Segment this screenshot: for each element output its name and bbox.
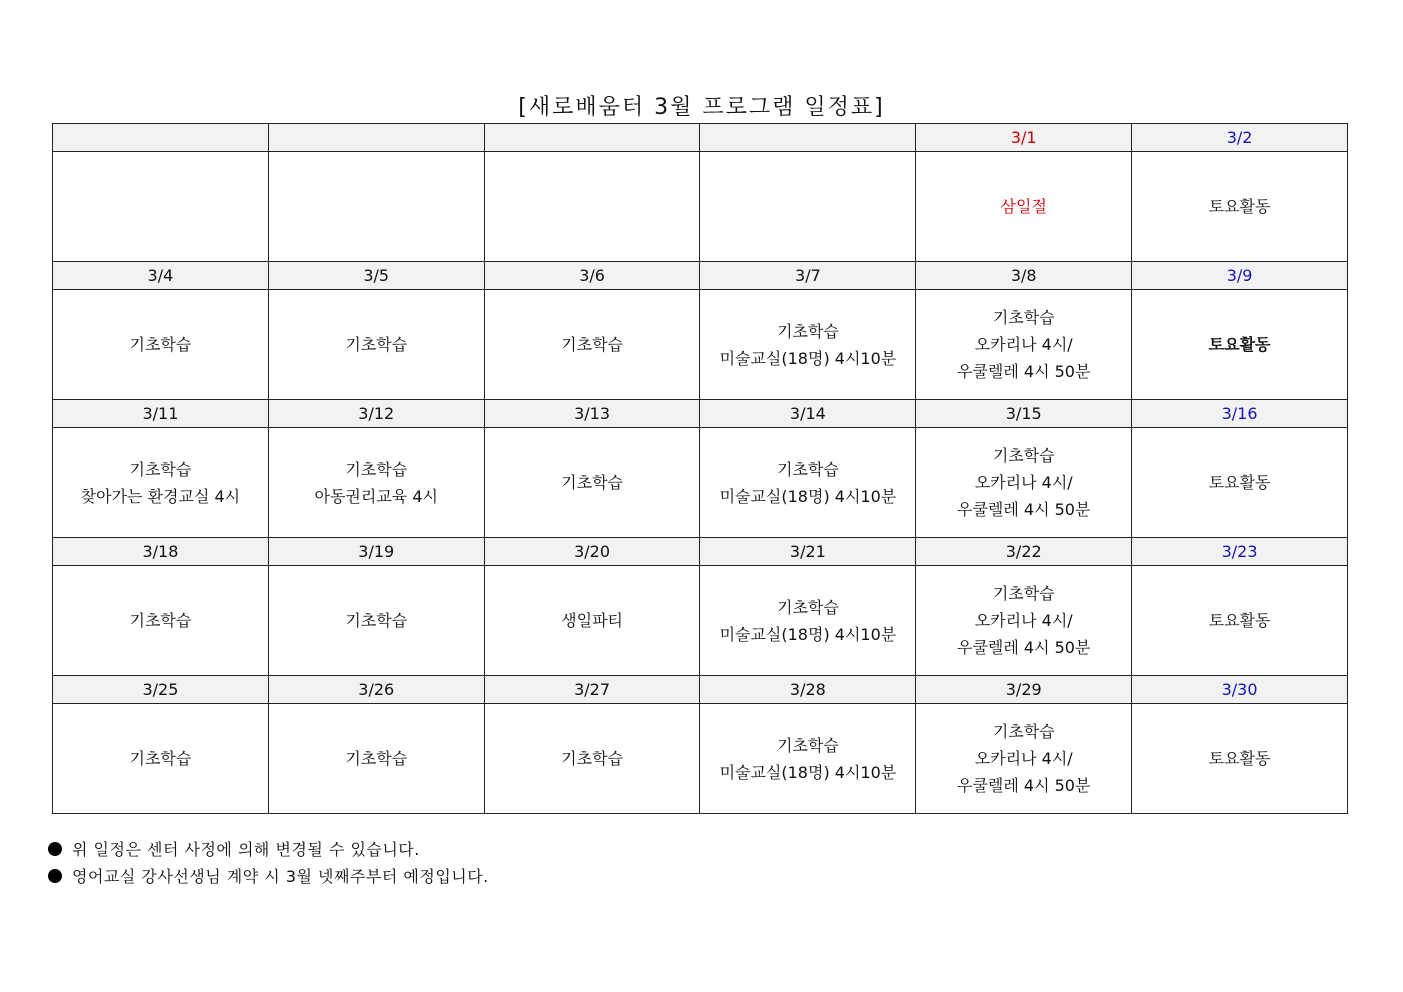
date-cell: 3/6 (484, 262, 700, 290)
activity-cell (53, 152, 269, 262)
activity-line: 기초학습 (561, 335, 623, 354)
activity-line: 기초학습 (992, 584, 1055, 603)
date-cell: 3/30 (1132, 676, 1348, 704)
content-row (53, 704, 1348, 814)
note-item (48, 835, 489, 862)
activity-line: 토요활동 (1208, 197, 1271, 216)
date-cell: 3/8 (916, 262, 1132, 290)
activity-line: 우쿨렐레 4시 50분 (957, 362, 1091, 381)
activity-cell (268, 152, 484, 262)
date-cell: 3/19 (268, 538, 484, 566)
activity-cell (1132, 566, 1348, 676)
schedule-body (53, 124, 1348, 814)
page-title: [새로배움터 3월 프로그램 일정표] (518, 95, 885, 120)
date-cell: 3/5 (268, 262, 484, 290)
date-cell: 3/21 (700, 538, 916, 566)
activity-line: 기초학습 (345, 611, 408, 630)
activity-line: 오카리나 4시/ (974, 749, 1073, 768)
activity-line: 우쿨렐레 4시 50분 (957, 638, 1091, 657)
activity-line: 삼일절 (1000, 197, 1047, 216)
activity-cell (484, 428, 700, 538)
activity-line: 미술교실(18명) 4시10분 (719, 486, 897, 506)
date-cell: 3/26 (268, 676, 484, 704)
activity-cell (700, 152, 916, 262)
note-text: 위 일정은 센터 사정에 의해 변경될 수 있습니다. (72, 840, 420, 859)
activity-line: 기초학습 (345, 459, 408, 479)
activity-cell (916, 290, 1132, 400)
activity-line: 기초학습 (561, 749, 623, 768)
activity-line: 기초학습 (992, 308, 1055, 327)
activity-cell (53, 290, 269, 400)
date-cell: 3/7 (700, 262, 916, 290)
activity-line: 오카리나 4시/ (974, 335, 1073, 354)
note-text: 영어교실 강사선생님 계약 시 3월 넷째주부터 예정입니다. (72, 867, 489, 886)
activity-line: 기초학습 (561, 473, 623, 492)
activity-line: 기초학습 (776, 735, 839, 755)
date-row (53, 124, 1348, 152)
activity-cell (484, 566, 700, 676)
activity-cell (1132, 152, 1348, 262)
date-cell: 3/9 (1132, 262, 1348, 290)
activity-line: 미술교실(18명) 4시10분 (719, 762, 897, 782)
date-cell: 3/15 (916, 400, 1132, 428)
activity-cell (916, 428, 1132, 538)
date-row (53, 262, 1348, 290)
activity-line: 기초학습 (776, 321, 839, 341)
activity-cell (700, 704, 916, 814)
activity-cell (268, 428, 484, 538)
activity-cell (1132, 290, 1348, 400)
activity-cell (700, 290, 916, 400)
activity-cell (700, 566, 916, 676)
notes-list (48, 835, 489, 889)
activity-cell (53, 428, 269, 538)
date-cell: 3/4 (53, 262, 269, 290)
date-cell: 3/12 (268, 400, 484, 428)
activity-line: 오카리나 4시/ (974, 611, 1073, 630)
date-cell (268, 124, 484, 152)
date-cell: 3/13 (484, 400, 700, 428)
activity-cell (1132, 428, 1348, 538)
date-cell (53, 124, 269, 152)
content-row (53, 428, 1348, 538)
activity-cell (53, 704, 269, 814)
date-cell (484, 124, 700, 152)
activity-line: 기초학습 (345, 335, 408, 354)
activity-line: 기초학습 (129, 749, 192, 768)
activity-cell (916, 152, 1132, 262)
date-cell: 3/25 (53, 676, 269, 704)
date-cell (700, 124, 916, 152)
schedule-table (52, 123, 1348, 814)
activity-line: 아동권리교육 4시 (314, 486, 438, 506)
date-cell: 3/23 (1132, 538, 1348, 566)
date-row (53, 538, 1348, 566)
activity-line: 기초학습 (345, 749, 408, 768)
activity-line: 기초학습 (776, 597, 839, 617)
activity-line: 기초학습 (129, 459, 192, 479)
activity-line: 기초학습 (992, 446, 1055, 465)
date-cell: 3/27 (484, 676, 700, 704)
content-row (53, 152, 1348, 262)
activity-line: 토요활동 (1208, 473, 1271, 492)
date-row (53, 676, 1348, 704)
activity-line: 우쿨렐레 4시 50분 (957, 776, 1091, 795)
activity-cell (268, 566, 484, 676)
activity-cell (484, 152, 700, 262)
date-cell: 3/2 (1132, 124, 1348, 152)
date-cell: 3/20 (484, 538, 700, 566)
activity-line: 기초학습 (776, 459, 839, 479)
activity-line: 찾아가는 환경교실 4시 (80, 486, 241, 506)
activity-line: 오카리나 4시/ (974, 473, 1073, 492)
activity-cell (268, 290, 484, 400)
date-cell: 3/28 (700, 676, 916, 704)
activity-cell (53, 566, 269, 676)
date-cell: 3/14 (700, 400, 916, 428)
activity-line: 생일파티 (561, 611, 623, 630)
date-cell: 3/1 (916, 124, 1132, 152)
bullet-icon (48, 869, 62, 883)
date-cell: 3/29 (916, 676, 1132, 704)
activity-cell (484, 704, 700, 814)
activity-line: 미술교실(18명) 4시10분 (719, 624, 897, 644)
activity-line: 토요활동 (1208, 749, 1271, 768)
note-item (48, 862, 489, 889)
activity-cell (1132, 704, 1348, 814)
content-row (53, 290, 1348, 400)
date-cell: 3/11 (53, 400, 269, 428)
activity-line: 기초학습 (129, 335, 192, 354)
date-cell: 3/16 (1132, 400, 1348, 428)
activity-line: 기초학습 (992, 722, 1055, 741)
activity-line: 토요활동 (1208, 335, 1271, 354)
activity-cell (484, 290, 700, 400)
date-cell: 3/18 (53, 538, 269, 566)
activity-line: 토요활동 (1208, 611, 1271, 630)
activity-cell (916, 704, 1132, 814)
date-row (53, 400, 1348, 428)
activity-line: 우쿨렐레 4시 50분 (957, 500, 1091, 519)
activity-cell (700, 428, 916, 538)
activity-cell (916, 566, 1132, 676)
content-row (53, 566, 1348, 676)
bullet-icon (48, 842, 62, 856)
activity-cell (268, 704, 484, 814)
date-cell: 3/22 (916, 538, 1132, 566)
activity-line: 미술교실(18명) 4시10분 (719, 348, 897, 368)
activity-line: 기초학습 (129, 611, 192, 630)
